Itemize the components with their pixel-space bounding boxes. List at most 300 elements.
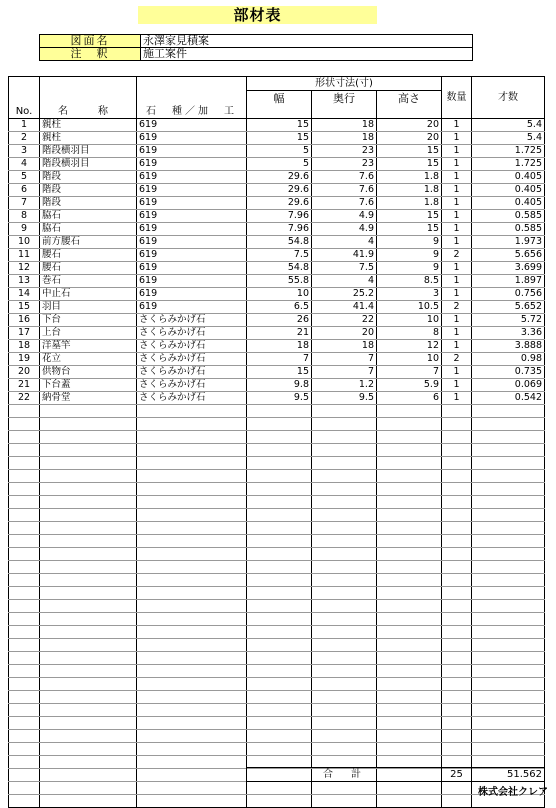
- cell-depth: [312, 405, 377, 418]
- cell-name: [40, 639, 137, 652]
- cell-height: [377, 509, 442, 522]
- cell-qty: 1: [442, 236, 472, 249]
- cell-volume: [472, 561, 545, 574]
- cell-no: [9, 587, 40, 600]
- cell-name: 巻石: [40, 275, 137, 288]
- cell-name: 親柱: [40, 132, 137, 145]
- cell-stone: 619: [137, 301, 247, 314]
- table-row: [9, 600, 545, 613]
- cell-width: [247, 535, 312, 548]
- cell-stone: [137, 600, 247, 613]
- cell-height: [377, 639, 442, 652]
- cell-depth: [312, 730, 377, 743]
- table-row: [9, 418, 545, 431]
- cell-height: [377, 535, 442, 548]
- cell-depth: [312, 652, 377, 665]
- table-row: [9, 613, 545, 626]
- cell-qty: [442, 730, 472, 743]
- cell-name: 脇石: [40, 223, 137, 236]
- cell-height: 3: [377, 288, 442, 301]
- cell-width: 7.5: [247, 249, 312, 262]
- cell-name: [40, 431, 137, 444]
- cell-name: [40, 587, 137, 600]
- cell-name: 羽目: [40, 301, 137, 314]
- cell-depth: [312, 600, 377, 613]
- cell-name: [40, 691, 137, 704]
- cell-depth: [312, 522, 377, 535]
- cell-stone: [137, 613, 247, 626]
- table-row: [9, 483, 545, 496]
- cell-depth: 9.5: [312, 392, 377, 405]
- cell-width: 54.8: [247, 262, 312, 275]
- cell-stone: [137, 704, 247, 717]
- cell-volume: 5.656: [472, 249, 545, 262]
- cell-stone: 619: [137, 158, 247, 171]
- cell-stone: [137, 691, 247, 704]
- cell-stone: [137, 470, 247, 483]
- cell-qty: [442, 574, 472, 587]
- cell-depth: 4.9: [312, 223, 377, 236]
- cell-name: 階段: [40, 197, 137, 210]
- cell-depth: [312, 548, 377, 561]
- cell-depth: [312, 418, 377, 431]
- cell-depth: 4: [312, 275, 377, 288]
- header-spacer: [312, 106, 377, 119]
- cell-qty: [442, 496, 472, 509]
- cell-name: 上台: [40, 327, 137, 340]
- cell-no: 14: [9, 288, 40, 301]
- cell-name: [40, 418, 137, 431]
- cell-qty: 1: [442, 171, 472, 184]
- cell-height: 1.8: [377, 197, 442, 210]
- cell-width: [247, 470, 312, 483]
- cell-name: 供物台: [40, 366, 137, 379]
- cell-name: [40, 678, 137, 691]
- cell-depth: [312, 509, 377, 522]
- cell-no: [9, 704, 40, 717]
- cell-width: [247, 496, 312, 509]
- cell-no: 18: [9, 340, 40, 353]
- cell-width: [247, 678, 312, 691]
- cell-stone: 619: [137, 275, 247, 288]
- cell-height: 7: [377, 366, 442, 379]
- cell-name: [40, 652, 137, 665]
- cell-name: [40, 548, 137, 561]
- cell-depth: 18: [312, 119, 377, 132]
- cell-name: [40, 561, 137, 574]
- cell-depth: [312, 444, 377, 457]
- table-row: [9, 639, 545, 652]
- company-name: 株式会社クレア: [478, 787, 548, 798]
- cell-name: [40, 704, 137, 717]
- cell-depth: [312, 691, 377, 704]
- cell-width: 9.5: [247, 392, 312, 405]
- table-row: [9, 522, 545, 535]
- cell-width: [247, 730, 312, 743]
- cell-width: [247, 418, 312, 431]
- table-row: [9, 535, 545, 548]
- drawing-name-label: 図面名: [40, 35, 141, 48]
- cell-qty: [442, 613, 472, 626]
- cell-stone: [137, 782, 247, 795]
- cell-width: [247, 626, 312, 639]
- table-row: [9, 678, 545, 691]
- cell-name: 階段横羽目: [40, 145, 137, 158]
- cell-depth: 41.9: [312, 249, 377, 262]
- cell-volume: [472, 600, 545, 613]
- cell-width: 6.5: [247, 301, 312, 314]
- cell-width: [247, 600, 312, 613]
- header-volume: 才数: [472, 77, 545, 119]
- cell-stone: [137, 665, 247, 678]
- table-row: [9, 327, 545, 340]
- table-row: [9, 132, 545, 145]
- cell-volume: 0.735: [472, 366, 545, 379]
- cell-volume: 5.652: [472, 301, 545, 314]
- cell-height: 8: [377, 327, 442, 340]
- cell-qty: 1: [442, 197, 472, 210]
- cell-width: [247, 704, 312, 717]
- cell-stone: 619: [137, 288, 247, 301]
- cell-qty: 2: [442, 301, 472, 314]
- cell-depth: [312, 496, 377, 509]
- table-row: [9, 574, 545, 587]
- cell-depth: [312, 743, 377, 756]
- cell-no: [9, 457, 40, 470]
- cell-stone: さくらみかげ石: [137, 353, 247, 366]
- cell-no: [9, 574, 40, 587]
- header-spacer: [377, 106, 442, 119]
- table-row: [9, 301, 545, 314]
- cell-stone: さくらみかげ石: [137, 379, 247, 392]
- cell-width: [247, 561, 312, 574]
- cell-stone: [137, 678, 247, 691]
- cell-volume: [472, 535, 545, 548]
- note-value: 施工案件: [141, 48, 473, 61]
- cell-name: 階段: [40, 184, 137, 197]
- cell-stone: [137, 639, 247, 652]
- cell-volume: [472, 483, 545, 496]
- table-row: [9, 275, 545, 288]
- cell-volume: [472, 626, 545, 639]
- cell-qty: [442, 795, 472, 808]
- cell-height: [377, 457, 442, 470]
- cell-width: [247, 444, 312, 457]
- cell-stone: [137, 743, 247, 756]
- cell-depth: 7: [312, 366, 377, 379]
- cell-height: 1.8: [377, 171, 442, 184]
- cell-no: 3: [9, 145, 40, 158]
- cell-height: [377, 574, 442, 587]
- cell-no: [9, 678, 40, 691]
- cell-qty: 1: [442, 327, 472, 340]
- cell-stone: 619: [137, 249, 247, 262]
- cell-name: [40, 483, 137, 496]
- table-row: [9, 210, 545, 223]
- cell-qty: 1: [442, 158, 472, 171]
- cell-no: 1: [9, 119, 40, 132]
- header-qty: 数量: [442, 77, 472, 119]
- cell-name: [40, 665, 137, 678]
- cell-volume: [472, 652, 545, 665]
- cell-width: 55.8: [247, 275, 312, 288]
- cell-height: [377, 431, 442, 444]
- cell-width: 15: [247, 366, 312, 379]
- info-row-note: [40, 48, 473, 61]
- cell-name: [40, 769, 137, 782]
- cell-width: 9.8: [247, 379, 312, 392]
- cell-height: 15: [377, 223, 442, 236]
- cell-height: [377, 730, 442, 743]
- cell-stone: [137, 418, 247, 431]
- cell-name: 中止石: [40, 288, 137, 301]
- cell-stone: [137, 496, 247, 509]
- cell-volume: 0.756: [472, 288, 545, 301]
- cell-width: 18: [247, 340, 312, 353]
- cell-no: [9, 756, 40, 769]
- cell-height: [377, 418, 442, 431]
- table-row: [9, 444, 545, 457]
- cell-no: [9, 561, 40, 574]
- total-volume: 51.562: [472, 768, 545, 782]
- cell-height: [377, 483, 442, 496]
- cell-qty: 2: [442, 353, 472, 366]
- cell-width: [247, 613, 312, 626]
- cell-no: 8: [9, 210, 40, 223]
- cell-name: 腰石: [40, 262, 137, 275]
- note-label: 注 釈: [40, 48, 141, 61]
- cell-qty: [442, 431, 472, 444]
- cell-name: 階段横羽目: [40, 158, 137, 171]
- cell-stone: 619: [137, 262, 247, 275]
- cell-name: 花立: [40, 353, 137, 366]
- cell-depth: [312, 678, 377, 691]
- cell-depth: 7.6: [312, 197, 377, 210]
- table-row: [9, 548, 545, 561]
- cell-stone: さくらみかげ石: [137, 314, 247, 327]
- table-row: [9, 314, 545, 327]
- cell-height: [377, 470, 442, 483]
- cell-height: 15: [377, 158, 442, 171]
- cell-no: [9, 626, 40, 639]
- cell-height: 15: [377, 145, 442, 158]
- cell-no: [9, 782, 40, 795]
- cell-qty: [442, 522, 472, 535]
- table-row: [9, 717, 545, 730]
- cell-volume: [472, 444, 545, 457]
- cell-no: [9, 535, 40, 548]
- cell-no: [9, 769, 40, 782]
- cell-depth: 7.6: [312, 184, 377, 197]
- cell-width: 5: [247, 158, 312, 171]
- cell-qty: [442, 548, 472, 561]
- cell-no: [9, 639, 40, 652]
- cell-width: [247, 639, 312, 652]
- cell-no: 10: [9, 236, 40, 249]
- cell-volume: 0.069: [472, 379, 545, 392]
- cell-width: [247, 795, 312, 808]
- cell-name: [40, 795, 137, 808]
- cell-qty: [442, 652, 472, 665]
- cell-stone: [137, 626, 247, 639]
- cell-name: [40, 457, 137, 470]
- cell-qty: 1: [442, 275, 472, 288]
- cell-qty: 1: [442, 262, 472, 275]
- cell-name: 腰石: [40, 249, 137, 262]
- cell-no: [9, 743, 40, 756]
- cell-height: 9: [377, 262, 442, 275]
- cell-no: 12: [9, 262, 40, 275]
- cell-volume: [472, 431, 545, 444]
- cell-volume: 0.98: [472, 353, 545, 366]
- cell-qty: 2: [442, 249, 472, 262]
- cell-name: 下台蓋: [40, 379, 137, 392]
- cell-stone: [137, 405, 247, 418]
- drawing-name-value: 永澤家見積案: [141, 35, 473, 48]
- cell-stone: さくらみかげ石: [137, 327, 247, 340]
- cell-qty: [442, 600, 472, 613]
- cell-height: [377, 587, 442, 600]
- cell-stone: さくらみかげ石: [137, 366, 247, 379]
- cell-no: [9, 522, 40, 535]
- cell-no: 9: [9, 223, 40, 236]
- cell-stone: 619: [137, 119, 247, 132]
- cell-depth: [312, 574, 377, 587]
- cell-no: 15: [9, 301, 40, 314]
- table-row: [9, 197, 545, 210]
- cell-volume: [472, 574, 545, 587]
- cell-qty: 1: [442, 379, 472, 392]
- cell-name: [40, 717, 137, 730]
- cell-height: [377, 405, 442, 418]
- table-row: [9, 119, 545, 132]
- cell-qty: [442, 639, 472, 652]
- cell-volume: [472, 639, 545, 652]
- cell-depth: 18: [312, 340, 377, 353]
- cell-stone: 619: [137, 223, 247, 236]
- cell-stone: [137, 574, 247, 587]
- cell-stone: [137, 431, 247, 444]
- cell-no: [9, 418, 40, 431]
- cell-no: 20: [9, 366, 40, 379]
- cell-depth: 23: [312, 145, 377, 158]
- table-row: [9, 236, 545, 249]
- cell-height: [377, 626, 442, 639]
- cell-volume: 1.725: [472, 158, 545, 171]
- cell-depth: [312, 782, 377, 795]
- cell-depth: 41.4: [312, 301, 377, 314]
- cell-qty: 1: [442, 392, 472, 405]
- cell-volume: [472, 704, 545, 717]
- cell-width: 7: [247, 353, 312, 366]
- cell-depth: [312, 587, 377, 600]
- cell-volume: 0.405: [472, 184, 545, 197]
- cell-no: [9, 691, 40, 704]
- cell-height: 5.9: [377, 379, 442, 392]
- cell-height: [377, 496, 442, 509]
- cell-volume: [472, 717, 545, 730]
- cell-qty: 1: [442, 184, 472, 197]
- cell-width: [247, 522, 312, 535]
- table-row: [9, 704, 545, 717]
- cell-volume: [472, 509, 545, 522]
- cell-height: 12: [377, 340, 442, 353]
- cell-volume: 0.585: [472, 223, 545, 236]
- table-row: [9, 379, 545, 392]
- cell-name: 脇石: [40, 210, 137, 223]
- cell-volume: [472, 496, 545, 509]
- cell-no: [9, 795, 40, 808]
- cell-qty: 1: [442, 210, 472, 223]
- cell-name: 洋墓竿: [40, 340, 137, 353]
- cell-depth: [312, 613, 377, 626]
- cell-stone: [137, 548, 247, 561]
- cell-name: [40, 782, 137, 795]
- cell-width: [247, 652, 312, 665]
- table-row: [9, 158, 545, 171]
- cell-no: [9, 509, 40, 522]
- cell-height: 9: [377, 249, 442, 262]
- cell-stone: 619: [137, 132, 247, 145]
- cell-volume: 0.405: [472, 197, 545, 210]
- cell-qty: [442, 561, 472, 574]
- cell-qty: 1: [442, 119, 472, 132]
- cell-volume: [472, 405, 545, 418]
- cell-name: [40, 574, 137, 587]
- cell-name: [40, 730, 137, 743]
- cell-stone: [137, 522, 247, 535]
- cell-width: [247, 483, 312, 496]
- info-row-drawing: [40, 35, 473, 48]
- cell-volume: [472, 587, 545, 600]
- totals-row: [246, 767, 545, 782]
- cell-volume: 5.72: [472, 314, 545, 327]
- cell-stone: [137, 483, 247, 496]
- cell-volume: 0.405: [472, 171, 545, 184]
- cell-name: [40, 496, 137, 509]
- cell-qty: 1: [442, 223, 472, 236]
- total-label: 合 計: [247, 768, 442, 782]
- cell-height: 10.5: [377, 301, 442, 314]
- cell-no: 21: [9, 379, 40, 392]
- cell-name: [40, 756, 137, 769]
- table-row: [9, 691, 545, 704]
- cell-height: [377, 795, 442, 808]
- cell-qty: [442, 587, 472, 600]
- cell-qty: [442, 704, 472, 717]
- cell-stone: [137, 587, 247, 600]
- cell-no: [9, 613, 40, 626]
- cell-volume: [472, 743, 545, 756]
- cell-height: 6: [377, 392, 442, 405]
- cell-stone: 619: [137, 210, 247, 223]
- cell-volume: 3.699: [472, 262, 545, 275]
- cell-no: 4: [9, 158, 40, 171]
- table-row: [9, 795, 545, 808]
- cell-height: [377, 522, 442, 535]
- header-stone: 石 種／加 工: [137, 77, 247, 119]
- table-row: [9, 145, 545, 158]
- cell-height: [377, 665, 442, 678]
- cell-volume: 1.973: [472, 236, 545, 249]
- cell-width: [247, 743, 312, 756]
- cell-qty: [442, 509, 472, 522]
- cell-depth: 18: [312, 132, 377, 145]
- cell-volume: [472, 613, 545, 626]
- cell-height: 1.8: [377, 184, 442, 197]
- cell-name: 下台: [40, 314, 137, 327]
- cell-width: 29.6: [247, 171, 312, 184]
